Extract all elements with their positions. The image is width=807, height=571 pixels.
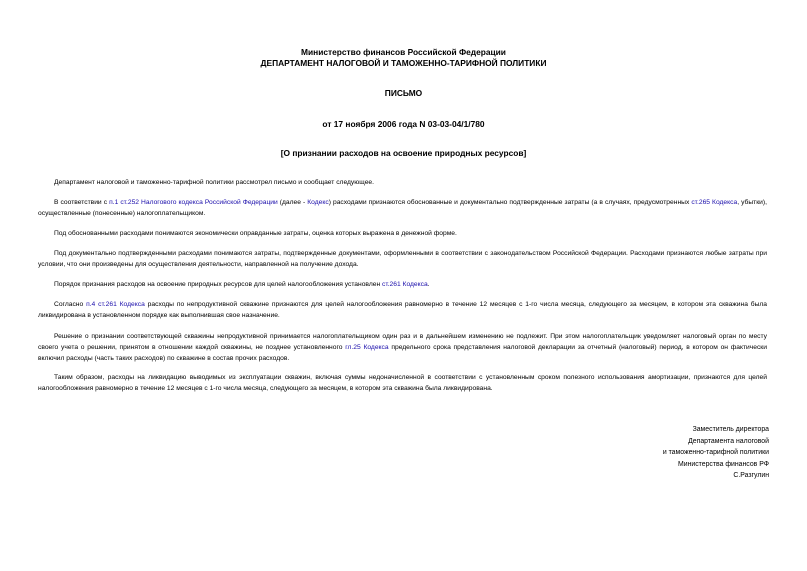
doc-date-number: от 17 ноября 2006 года N 03-03-04/1/780	[322, 119, 485, 129]
link-gl25-kodeksa[interactable]: гл.25 Кодекса	[345, 344, 389, 351]
link-st265-kodeksa[interactable]: ст.265 Кодекса	[691, 199, 738, 206]
signature-ministry: Министерства финансов РФ	[677, 460, 769, 468]
paragraph-1: Департамент налоговой и таможенно-тарифной политики рассмотрел письмо и сообщает следующее.	[54, 179, 375, 186]
paragraph-8: Таким образом, расходы на ликвидацию выводимых из эксплуатации скважин, включая суммы недоначисленной в соответствии с установленным сроком полезного использования амортизации, признаются для целей налогообложения равномерно в течение 12 месяцев с 1-го числа месяца, следующего за месяцем, в котором эта скважина была ликвидирована.	[38, 374, 767, 392]
ministry-title: Министерство финансов Российской Федерации	[301, 47, 506, 57]
link-p1-st252-nk-rf[interactable]: п.1 ст.252 Налогового кодекса Российской Федерации	[109, 199, 278, 206]
link-p4-st261-kodeksa[interactable]: п.4 ст.261 Кодекса	[86, 301, 145, 308]
doc-subject: [О признании расходов на освоение природных ресурсов]	[280, 148, 527, 158]
signature-department-cont: и таможенно-тарифной политики	[662, 449, 769, 456]
paragraph-5: Порядок признания расходов на освоение природных ресурсов для целей налогообложения установлен ст.261 Кодекса.	[54, 281, 430, 288]
paragraph-3: Под обоснованными расходами понимаются экономически оправданные затраты, оценка которых выражена в денежной форме.	[54, 230, 457, 237]
link-kodeks[interactable]: Кодекс	[307, 199, 329, 206]
header-block	[0, 47, 807, 69]
signature-block	[663, 424, 769, 482]
signature-department: Департамента налоговой	[688, 437, 769, 445]
paragraph-7: Решение о признании соответствующей скважины непродуктивной принимается налогоплательщиком один раз и в дальнейшем изменению не подлежит. При этом налогоплательщик уведомляет налоговый орган по месту своего учета о решении, принятом в отношении каждой скважины, не позднее установленного гл.25 Кодекса предельного срока представления налоговой декларации за отчетный (налоговый) период, в котором он фактически включил расходы (часть таких расходов) по скважине в состав прочих расходов.	[38, 333, 767, 362]
paragraph-2: В соответствии с п.1 ст.252 Налогового кодекса Российской Федерации (далее - Кодекс) расходами признаются обоснованные и документально подтвержденные затраты (а в случаях, предусмотренных ст.265 Кодекса, убытки), осуществленные (понесенные) налогоплательщиком.	[38, 199, 767, 217]
link-st261-kodeksa[interactable]: ст.261 Кодекса	[382, 281, 428, 288]
doc-type: ПИСЬМО	[384, 88, 423, 98]
signature-position: Заместитель директора	[692, 426, 769, 433]
signature-name: С.Разгулин	[733, 472, 769, 479]
department-title: ДЕПАРТАМЕНТ НАЛОГОВОЙ И ТАМОЖЕННО-ТАРИФНОЙ ПОЛИТИКИ	[260, 58, 547, 68]
paragraph-6: Согласно п.4 ст.261 Кодекса расходы по непродуктивной скважине признаются для целей налогообложения равномерно в течение 12 месяцев с 1-го числа месяца, следующего за месяцем, в котором эта скважина была ликвидирована в установленном порядке как выполнившая свое назначение.	[38, 301, 768, 319]
paragraph-4: Под документально подтвержденными расходами понимаются затраты, подтвержденные документами, оформленными в соответствии с законодательством Российской Федерации. Расходами признаются любые затраты при условии, что они произведены для осуществления деятельности, направленной на получение дохода.	[38, 250, 767, 268]
